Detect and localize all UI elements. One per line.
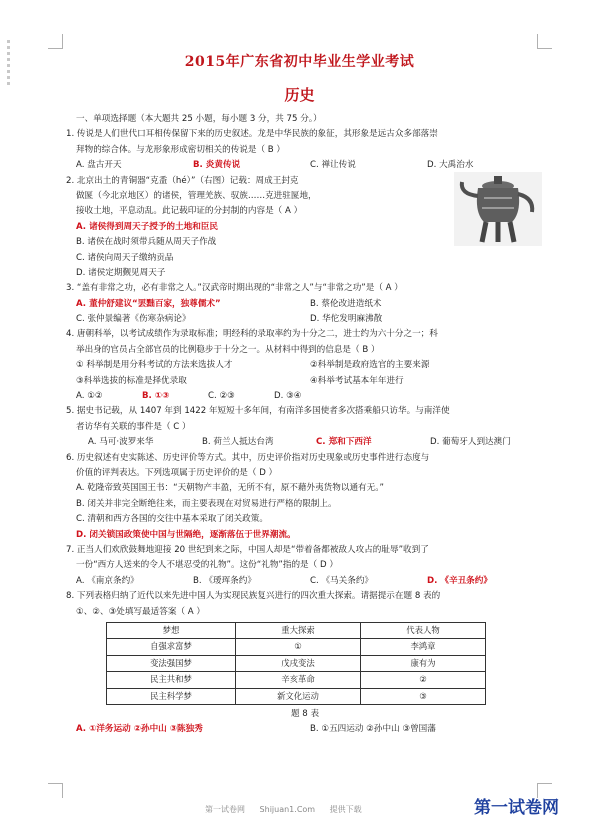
table-caption: 题 8 表 (290, 708, 320, 719)
option: C. 禅让传说 (310, 160, 356, 171)
correct-option: D. 《辛丑条约》 (427, 575, 492, 586)
table-row (107, 639, 486, 655)
page-corner-mark (48, 34, 63, 49)
footer-site-url: Shijuan1.Com (259, 805, 316, 814)
q4-options (66, 389, 544, 404)
q3-options (66, 297, 544, 312)
table-cell: 自强求富梦 (107, 639, 236, 655)
q8-stem-line: 8. 下列表格归纳了近代以来先进中国人为实现民族复兴进行的四次重大探索。请据提示在题 8 表的 (66, 591, 441, 602)
q6-stem-line: 价值的评判表达。下列选项属于历史评价的是（ D ） (76, 467, 278, 478)
q5-options (66, 435, 544, 450)
table-header-row (107, 622, 486, 638)
table-cell: 戊戌变法 (236, 655, 361, 671)
q4-items (66, 374, 544, 389)
q8-table (106, 622, 486, 705)
option: C. 清朝和西方各国的交往中基本采取了闭关政策。 (76, 514, 268, 525)
option: C. 《马关条约》 (310, 575, 374, 586)
table-row (107, 655, 486, 671)
table-cell: 变法强国梦 (107, 655, 236, 671)
table-cell: ① (236, 639, 361, 655)
table-cell: 李鸿章 (361, 639, 486, 655)
q2-stem-line: 接收土地，平息动乱。此记载印证的分封制的内容是（ A ） (76, 206, 303, 217)
option: B. 蔡伦改进造纸术 (310, 298, 382, 309)
correct-option: A. ①洋务运动 ②孙中山 ③陈独秀 (76, 724, 203, 735)
option: B. 荷兰人抵达台湾 (202, 437, 274, 448)
q1-stem-line: 拜物的综合体。与龙形象形成密切相关的传说是（ B ） (76, 144, 286, 155)
correct-option: A. 董仲舒建议“罢黜百家，独尊儒术” (76, 298, 221, 309)
correct-option: C. 郑和下西洋 (316, 437, 372, 448)
table-cell: ② (361, 672, 486, 688)
q5-stem-line: 者访华有关联的事件是（ C ） (76, 421, 191, 432)
table-cell: 民主科学梦 (107, 688, 236, 704)
q3-options (66, 312, 544, 327)
table-header: 代表人物 (361, 622, 486, 638)
q6-stem-line: 6. 历史叙述有史实陈述、历史评价等方式。其中，历史评价指对历史现象或历史事件进行态度与 (66, 452, 430, 463)
page-corner-mark (48, 783, 63, 798)
q7-options (66, 574, 544, 589)
table-cell: 康有为 (361, 655, 486, 671)
table-row (107, 672, 486, 688)
q2-stem-line: 做匽（今北京地区）的诸侯，管理羌族、驭族……克进驻匽地， (76, 190, 317, 201)
footer-site-name: 第一试卷网 (205, 805, 245, 814)
option: A. 马可·波罗来华 (88, 437, 154, 448)
subject-title: 历史 (284, 86, 315, 104)
correct-option: A. 诸侯得到周天子授予的土地和臣民 (76, 221, 218, 232)
option: C. 诸侯向周天子缴纳贡品 (76, 252, 174, 263)
q4-items (66, 358, 544, 373)
statement-item: ③科举选拔的标准是择优录取 (76, 375, 187, 386)
q1-stem-line: 1. 传说是人们世代口耳相传保留下来的历史叙述。龙是中华民族的象征，其形象是远古众多部落崇 (66, 129, 438, 140)
table-header: 梦想 (107, 622, 236, 638)
option: D. 葡萄牙人到达澳门 (430, 437, 511, 448)
exam-title: 2015年广东省初中毕业生学业考试 (184, 54, 415, 70)
q5-stem-line: 5. 据史书记载，从 1407 年到 1422 年短短十多年间，有南洋多国使者多次搭乘船只访华。与南洋使 (66, 406, 450, 417)
table-cell: 新文化运动 (236, 688, 361, 704)
q2-block (66, 174, 544, 282)
q7-stem-line: 一份“西方人送来的令人不堪忍受的礼物”。这份“礼物”指的是（ D ） (76, 560, 338, 571)
table-row (107, 688, 486, 704)
q3-stem-line: 3. “盖有非常之功，必有非常之人。”汉武帝时期出现的“非常之人”与“非常之功”是（ A ） (66, 283, 403, 294)
table-cell: ③ (361, 688, 486, 704)
watermark-logo: 第一试卷网 (474, 798, 559, 818)
correct-option: B. 炎黄传说 (193, 160, 241, 171)
option: B. ①五四运动 ②孙中山 ③曾国藩 (310, 724, 436, 735)
option: B. 闭关并非完全断绝往来，而主要表现在对贸易进行严格的限制上。 (76, 498, 337, 509)
option: A. 乾隆帝致英国国王书：“天朝物产丰盈，无所不有，原不藉外夷货物以通有无。” (76, 483, 384, 494)
q4-stem-line: 4. 唐朝科举，以考试成绩作为录取标准；明经科的录取率约为十分之二，进士约为六十分之一；科 (66, 329, 438, 340)
statement-item: ②科举制是政府选官的主要来源 (310, 360, 430, 371)
option: D. 华佗发明麻沸散 (310, 314, 383, 325)
statement-item: ① 科举制是用分科考试的方法来选拔人才 (76, 360, 233, 371)
table-cell: 辛亥革命 (236, 672, 361, 688)
page-footer (205, 804, 374, 815)
table-cell: 民主共和梦 (107, 672, 236, 688)
q4-stem-line: 举出身的官员占全部官员的比例稳步于十分之一。从材料中得到的信息是（ B ） (76, 344, 380, 355)
correct-option: D. 闭关锁国政策使中国与世隔绝，逐渐落伍于世界潮流。 (76, 529, 296, 540)
footer-note: 提供下载 (329, 805, 362, 814)
q8-options (66, 722, 544, 737)
statement-item: ④科举考试基本年年进行 (310, 375, 404, 386)
q2-stem-line: 2. 北京出土的青铜器“克盉（hé）”（右图）记载：周成王封克 (66, 175, 299, 186)
q8-stem-line: ①、②、③处填写最适答案（ A ） (76, 606, 205, 617)
option: A. 盘古开天 (76, 160, 122, 171)
option: A. ①② (76, 391, 103, 402)
option: C. 张仲景编著《伤寒杂病论》 (76, 314, 191, 325)
option: C. ②③ (208, 391, 235, 402)
question-body (66, 112, 544, 738)
q7-stem-line: 7. 正当人们欢欣鼓舞地迎接 20 世纪到来之际，中国人却是“带着备都被敌人攻占的耻辱”收到了 (66, 544, 429, 555)
bronze-vessel-image (454, 172, 542, 246)
table-header: 重大探索 (236, 622, 361, 638)
option: B. 诸侯在战时须带兵随从周天子作战 (76, 237, 217, 248)
option: D. ③④ (274, 391, 302, 402)
page-corner-mark (537, 34, 552, 49)
correct-option: B. ①③ (142, 391, 170, 402)
option: B. 《瑷珲条约》 (193, 575, 256, 586)
section-heading: 一、单项选择题（本大题共 25 小题，每小题 3 分，共 75 分。） (76, 114, 322, 124)
option: D. 诸侯定期觐见周天子 (76, 267, 166, 278)
option: A. 《南京条约》 (76, 575, 139, 586)
option: D. 大禹治水 (427, 160, 474, 171)
